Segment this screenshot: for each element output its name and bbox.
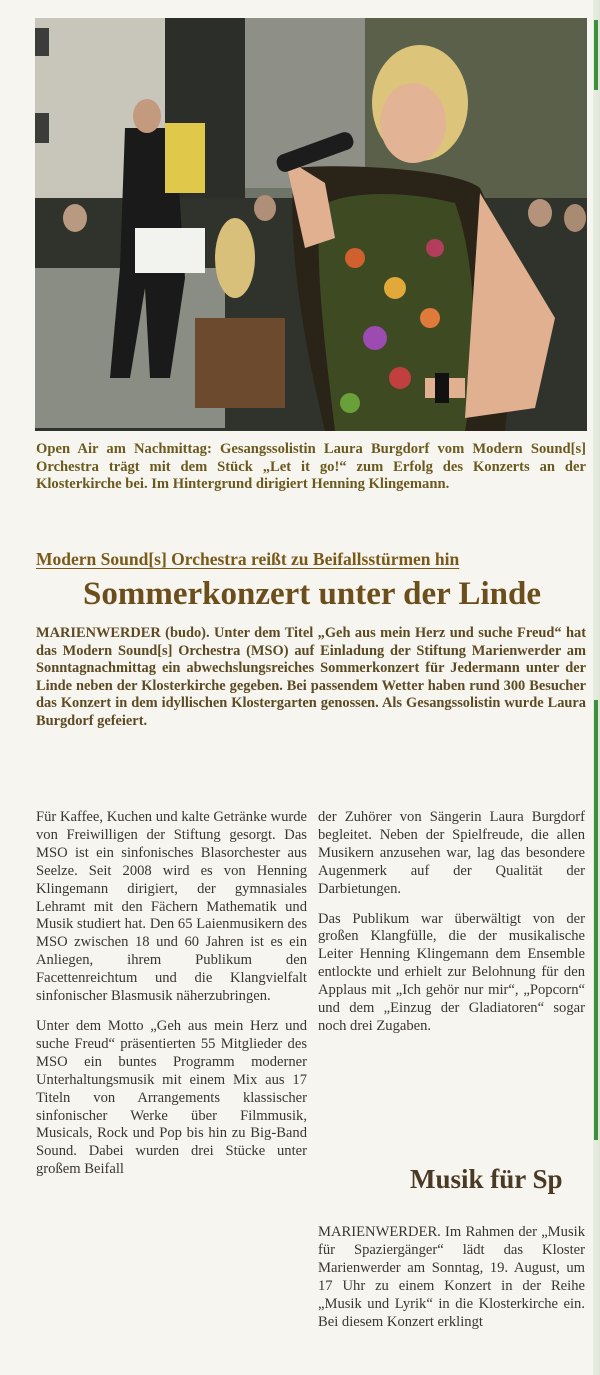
green-edge-mark bbox=[594, 700, 598, 1140]
body-paragraph: Das Publikum war überwältigt von der großen Klangfülle, die der musikalische Leiter Henning Klingemann dem Ensemble entlockte und erhielt zur Belohnung für den Applaus mit „Ich gehör nur mir“, „Popcorn“ und dem „Einzug der Gladiatoren“ sogar noch drei Zugaben. bbox=[318, 910, 585, 1034]
green-edge-mark bbox=[594, 20, 598, 90]
photo-caption: Open Air am Nachmittag: Gesangssolistin Laura Burgdorf vom Modern Sound[s] Orchestra trägt mit dem Stück „Let it go!“ zum Erfolg des Konzerts an der Klosterkirche bei. Im Hintergrund dirigiert Henning Klingemann. bbox=[36, 441, 586, 493]
body-paragraph: der Zuhörer von Sängerin Laura Burgdorf begleitet. Neben der Spielfreude, die allen Musikern anzusehen war, lag das besondere Augenmerk auf der Qualität der Darbietungen. bbox=[318, 809, 585, 897]
body-paragraph: Unter dem Motto „Geh aus mein Herz und suche Freud“ präsentierten 55 Mitglieder des MSO ein buntes Programm moderner Unterhaltungsmusik mit einem Mix aus 17 Titeln von Arrangements klassischer sinfonischer Werke über Filmmusik, Musicals, Rock und Pop bis hin zu Big-Band Sound. Dabei wurden drei Stücke unter großem Beifall bbox=[36, 1017, 307, 1178]
concert-photo bbox=[35, 18, 587, 431]
article-lead: MARIENWERDER (budo). Unter dem Titel „Geh aus mein Herz und suche Freud“ hat das Modern Sound[s] Orchestra (MSO) auf Einladung der Stiftung Marienwerder am Sonntagnachmittag ein abwechslungsreiches Sommerkonzert für Jedermann unter der Linde neben der Klosterkirche gegeben. Bei passendem Wetter haben rund 300 Besucher das Konzert in dem idyllischen Klostergarten genossen. Als Gesangssolistin wurde Laura Burgdorf gefeiert. bbox=[36, 625, 586, 729]
article-body-right-column bbox=[318, 809, 585, 1048]
body-paragraph: MARIENWERDER. Im Rahmen der „Musik für Spaziergänger“ lädt das Kloster Marienwerder am Sonntag, 19. August, um 17 Uhr zu einem Konzert in der Reihe „Musik und Lyrik“ in die Klosterkirche ein. Bei diesem Konzert erklingt bbox=[318, 1224, 585, 1330]
article-kicker: Modern Sound[s] Orchestra reißt zu Beifallsstürmen hin bbox=[36, 549, 460, 569]
body-paragraph: Für Kaffee, Kuchen und kalte Getränke wurde von Freiwilligen der Stiftung gesorgt. Das MSO ist ein sinfonisches Blasorchester aus Seelze. Seit 2008 wird es von Henning Klingemann dirigiert, der gymnasiales Lehramt mit den Fächern Mathematik und Musik studiert hat. Den 65 Laienmusikern des MSO zwischen 18 und 60 Jahren ist es ein Anliegen, ihrem Publikum den Facettenreichtum und die Klangvielfalt sinfonischer Blasmusik näherzubringen. bbox=[36, 809, 307, 1005]
second-article-headline: Musik für Sp bbox=[410, 1164, 563, 1194]
concert-photo-illustration bbox=[35, 18, 587, 431]
article-headline: Sommerkonzert unter der Linde bbox=[83, 576, 541, 612]
article-body-left-column bbox=[36, 809, 307, 1191]
second-article-body bbox=[318, 1224, 585, 1343]
